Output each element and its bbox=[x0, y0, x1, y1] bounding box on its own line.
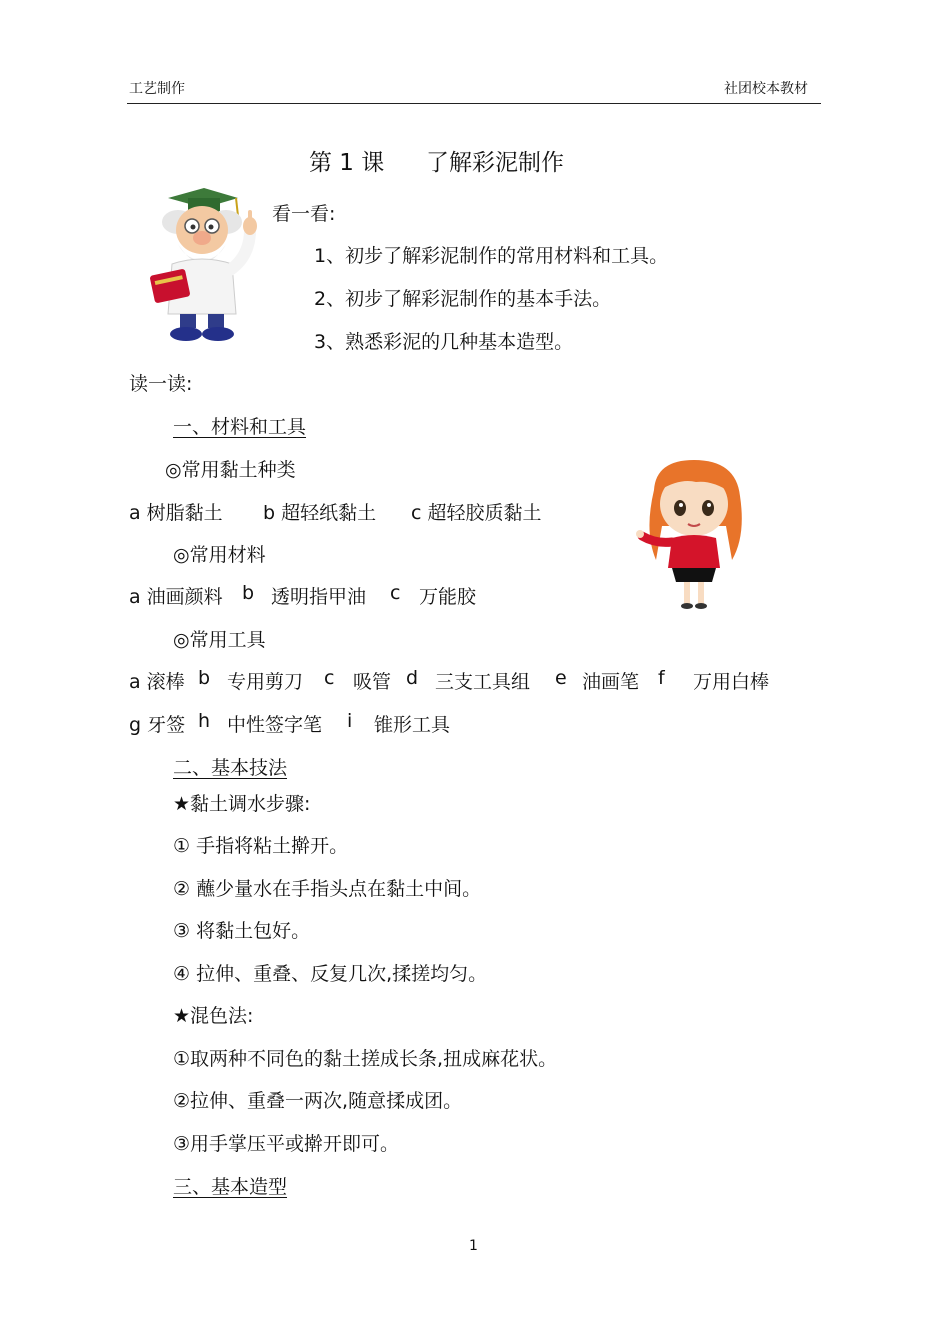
material-a: a 油画颜料 bbox=[129, 586, 223, 608]
girl-illustration bbox=[636, 456, 754, 612]
look-item-2: 2、初步了解彩泥制作的基本手法。 bbox=[314, 288, 612, 310]
lesson-number: 第 1 课 bbox=[309, 150, 385, 176]
tool-e: 油画笔 bbox=[582, 671, 640, 693]
tools-heading: ◎常用工具 bbox=[173, 629, 266, 651]
tool-c: 吸管 bbox=[353, 671, 392, 693]
tool-i: 锥形工具 bbox=[374, 714, 451, 736]
color-mixing-step-2: ②拉伸、重叠一两次,随意揉成团。 bbox=[173, 1090, 463, 1112]
section1-heading: 一、材料和工具 bbox=[173, 416, 307, 438]
color-mixing-step-3: ③用手掌压平或擀开即可。 bbox=[173, 1133, 400, 1155]
look-item-3: 3、熟悉彩泥的几种基本造型。 bbox=[314, 331, 574, 353]
water-step-1: ① 手指将粘土擀开。 bbox=[173, 835, 349, 857]
read-heading: 读一读: bbox=[129, 373, 193, 395]
page-number: 1 bbox=[469, 1238, 478, 1254]
material-b-letter: b bbox=[242, 582, 255, 604]
header-left-text: 工艺制作 bbox=[129, 81, 185, 97]
clay-type-c: c 超轻胶质黏土 bbox=[411, 502, 542, 524]
clay-type-b: b 超轻纸黏土 bbox=[263, 502, 377, 524]
color-mixing-step-1: ①取两种不同色的黏土搓成长条,扭成麻花状。 bbox=[173, 1048, 558, 1070]
lesson-title: 了解彩泥制作 bbox=[426, 150, 564, 176]
tool-e-letter: e bbox=[555, 667, 567, 689]
tool-f: 万用白棒 bbox=[693, 671, 770, 693]
clay-types-heading: ◎常用黏土种类 bbox=[165, 459, 296, 481]
water-step-2: ② 蘸少量水在手指头点在黏土中间。 bbox=[173, 878, 482, 900]
tool-f-letter: f bbox=[658, 667, 665, 689]
tool-d-letter: d bbox=[406, 667, 419, 689]
water-steps-heading: ★黏土调水步骤: bbox=[173, 793, 311, 815]
clay-type-a: a 树脂黏土 bbox=[129, 502, 223, 524]
material-c: 万能胶 bbox=[419, 586, 477, 608]
water-step-4: ④ 拉伸、重叠、反复几次,揉搓均匀。 bbox=[173, 963, 488, 985]
tool-d: 三支工具组 bbox=[435, 671, 531, 693]
look-item-1: 1、初步了解彩泥制作的常用材料和工具。 bbox=[314, 245, 669, 267]
tool-h-letter: h bbox=[198, 710, 211, 732]
materials-heading: ◎常用材料 bbox=[173, 544, 266, 566]
color-mixing-heading: ★混色法: bbox=[173, 1005, 254, 1027]
tool-a: a 滚棒 bbox=[129, 671, 185, 693]
tool-c-letter: c bbox=[324, 667, 335, 689]
header-right-text: 社团校本教材 bbox=[724, 81, 808, 97]
header-divider bbox=[127, 103, 821, 104]
section3-heading: 三、基本造型 bbox=[173, 1176, 288, 1198]
material-c-letter: c bbox=[390, 582, 401, 604]
material-b: 透明指甲油 bbox=[271, 586, 367, 608]
tool-b: 专用剪刀 bbox=[227, 671, 304, 693]
tool-b-letter: b bbox=[198, 667, 211, 689]
look-heading: 看一看: bbox=[272, 203, 336, 225]
tool-i-letter: i bbox=[347, 710, 353, 732]
water-step-3: ③ 将黏土包好。 bbox=[173, 920, 311, 942]
tool-h: 中性签字笔 bbox=[227, 714, 323, 736]
professor-illustration bbox=[138, 186, 266, 344]
tool-g: g 牙签 bbox=[129, 714, 186, 736]
section2-heading: 二、基本技法 bbox=[173, 757, 288, 779]
